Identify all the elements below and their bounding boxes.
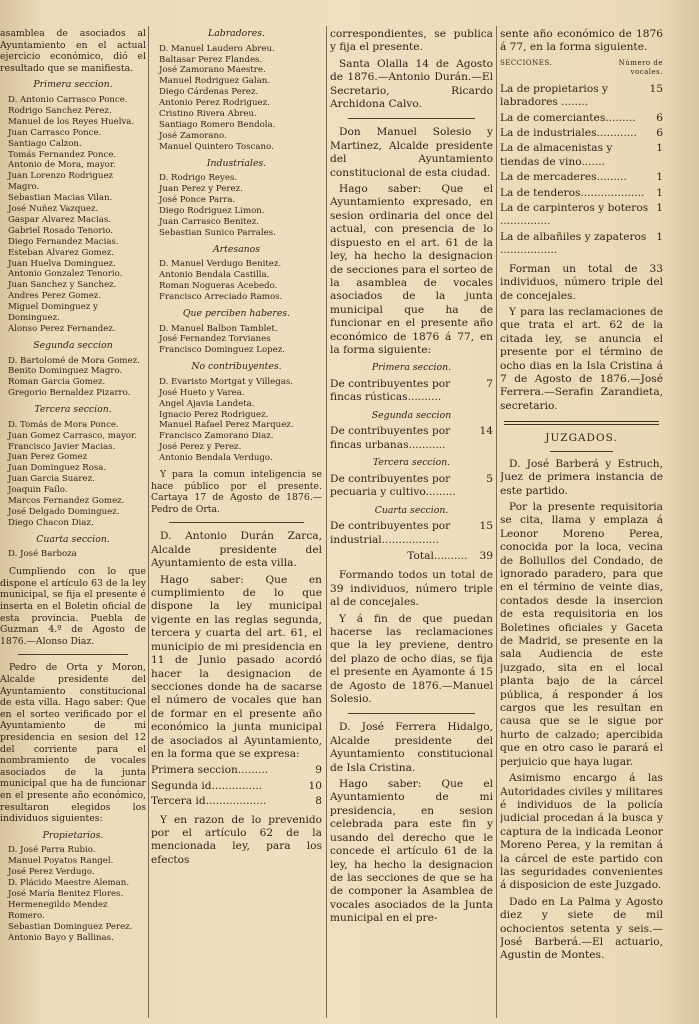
- person-name: D. Evaristo Mortgat y Villegas.: [159, 376, 294, 387]
- person-name: D. Rodrigo Reyes.: [159, 173, 238, 184]
- person-name: Roman Garcia Gomez.: [8, 377, 106, 388]
- person-name: Diego Chacon Diaz.: [8, 517, 94, 528]
- row-value: 1: [656, 171, 663, 184]
- column-4: [500, 28, 663, 1016]
- separator-rule: [550, 451, 613, 452]
- row-label: La de carpinteros y boteros ...............: [500, 202, 649, 228]
- section-heading: Tercera seccion.: [372, 457, 451, 469]
- barbera-heading: D. José Barberá y Estruch, Juez de primera instancia de este partido.: [500, 457, 663, 497]
- person-name: Tomás Fernandez Ponce.: [8, 149, 117, 160]
- person-name: Juan Lorenzo Rodriguez Magro.: [8, 171, 114, 193]
- section-heading: Industriales.: [206, 157, 267, 169]
- person-name: Juan Carrasco Ponce.: [8, 127, 102, 138]
- person-name: Angel Ajavia Landeta.: [159, 398, 255, 409]
- seccion-row: [500, 202, 663, 229]
- person-name: Andres Perez Gomez.: [8, 291, 102, 302]
- person-name: D. José Parra Rubio.: [8, 845, 96, 856]
- name-list: [151, 377, 322, 464]
- section-heading: Artesanos: [212, 243, 261, 255]
- seccion-row: De contribuyentes por fincas urbanas........... 14: [330, 425, 493, 451]
- asimismo-paragraph: Asimismo encargo á las Autoridades civiles y militares é individuos de la policía judicial procedan á la busca y captura de la indicada Leonor Moreno Perea, y la remitan á la cárcel de este partido con las seguridades convenientes á disposicion de este Juzgado.: [500, 772, 663, 892]
- row-label: Primera seccion.........: [151, 764, 269, 777]
- row-value: 1: [656, 202, 663, 215]
- person-name: Miguel Dominguez y Dominguez.: [8, 302, 98, 324]
- section-heading: Tercera seccion.: [34, 404, 112, 416]
- formando-paragraph: Formando todos un total de 39 individuos, número triple al de concejales.: [330, 569, 493, 609]
- person-name: Sebastian Macias Vilan.: [8, 193, 113, 204]
- person-name: Manuel Quintero Toscano.: [159, 141, 274, 152]
- person-name: Manuel Poyatos Rangel.: [8, 856, 114, 867]
- name-list: [0, 549, 146, 560]
- row-label: La de mercaderes.........: [500, 171, 627, 184]
- person-name: Juan Carrasco Benitez.: [159, 216, 260, 227]
- person-name: D. Antonio Carrasco Ponce.: [8, 94, 128, 105]
- solesio-body: Hago saber: Que el Ayuntamiento expresado, en sesion ordinaria del once del actual, con presencia de lo dispuesto en el art. 61 de la ley, ha hecho la designacion de secciones para el sorteo de la asamblea de vocales asociados de la junta municipal que ha de funcionar en el presente año económico de 1876 á 77, en la forma siguiente:: [330, 183, 493, 356]
- row-label: La de almacenistas y tiendas de vino.......: [500, 142, 613, 168]
- section-heading: Cuarta seccion.: [36, 533, 110, 545]
- person-name: Francisco Dominguez Lopez.: [159, 345, 286, 356]
- person-name: Juan Garcia Suarez.: [8, 474, 95, 485]
- section-heading: Segunda seccion: [371, 409, 452, 421]
- person-name: José Zamorano.: [159, 130, 227, 141]
- dado-paragraph: Dado en La Palma y Agosto diez y siete de mil ochocientos setenta y seis.—José Barberá.—El actuario, Agustin de Montes.: [500, 895, 663, 962]
- person-name: D. Manuel Balbon Tamblet.: [159, 323, 278, 334]
- seccion-row: [500, 112, 663, 125]
- person-name: Antonio de Mora, mayor.: [8, 160, 116, 171]
- row-value: 15: [649, 82, 663, 95]
- seccion-row: [500, 171, 663, 184]
- formando-paragraph: Forman un total de 33 individuos, número triple del de concejales.: [500, 262, 663, 302]
- col4-top-paragraph: sente año económico de 1876 á 77, en la forma siguiente.: [500, 28, 663, 54]
- name-list: [0, 95, 146, 335]
- section-heading: Labradores.: [208, 28, 265, 39]
- separator-rule: [348, 118, 475, 119]
- row-label: Segunda id...............: [151, 779, 263, 792]
- table-header: [500, 59, 663, 77]
- separator-rule: [169, 522, 304, 523]
- row-value: 1: [656, 142, 663, 155]
- person-name: Antonio Bayo y Ballinas.: [8, 932, 114, 943]
- seccion-table: [151, 764, 322, 808]
- person-name: Antonio Bendala Castilla.: [159, 270, 270, 281]
- ferrera-body: Hago saber: Que el Ayuntamiento de mi presidencia, en sesion celebrada para este fin y usando del derecho que le concede el artículo 61 de la ley, ha hecho la designacion de las secciones de que se ha de componer la Asamblea de vocales asociados de la Junta municipal en el pre-: [330, 778, 493, 925]
- name-list: [0, 356, 146, 400]
- person-name: Sebastian Sunico Parrales.: [159, 227, 276, 238]
- seccion-row: De contribuyentes por pecuaria y cultivo......... 5: [330, 472, 493, 499]
- column-1: [0, 28, 146, 1016]
- ferrera-heading: D. José Ferrera Hidalgo, Alcalde presidente del Ayuntamiento constitucional de Isla Cristina.: [330, 721, 493, 774]
- person-name: Juan Perez Gomez: [8, 452, 88, 463]
- person-name: Juan Gomez Carrasco, mayor.: [8, 430, 137, 441]
- person-name: Rodrigo Sanchez Perez.: [8, 105, 112, 116]
- section-heading: Primera seccion.: [33, 79, 113, 91]
- person-name: Hermenegildo Mendez Romero.: [8, 899, 108, 921]
- separator-rule: [18, 654, 128, 655]
- person-name: Cristino Rivera Abreu.: [159, 109, 257, 120]
- name-list: [151, 44, 322, 153]
- column-divider: [496, 26, 497, 1018]
- row-value: 6: [656, 127, 663, 140]
- person-name: José Perez y Perez.: [159, 442, 242, 453]
- person-name: José Nuñez Vazquez.: [8, 204, 99, 215]
- name-list: [151, 173, 322, 238]
- seccion-table: [500, 83, 663, 258]
- section-heading: Segunda seccion: [33, 339, 113, 351]
- column-divider: [148, 26, 149, 1018]
- person-name: Francisco Zamorano Diaz.: [159, 431, 274, 442]
- seccion-row: [500, 83, 663, 110]
- signature-paragraph: Santa Olalla 14 de Agosto de 1876.—Antonio Durán.—El Secretario, Ricardo Archidona Calvo.: [330, 57, 493, 111]
- person-name: José Ponce Parra.: [159, 195, 236, 206]
- seccion-row: [151, 780, 322, 793]
- row-label: La de tenderos...................: [500, 186, 645, 199]
- name-list: [151, 259, 322, 303]
- name-list: [151, 324, 322, 357]
- person-name: Diego Fernandez Macias.: [8, 236, 119, 247]
- total-row: Total.......... 39: [407, 549, 493, 562]
- pedro-paragraph: Pedro de Orta y Moron, Alcalde presidente del Ayuntamiento constitucional de esta villa. Hago saber: Que en el sorteo verificado por el Ayuntamiento de mi presidencia en sesion del 12 del corriente para el nombramiento de vocales asociados de la junta municipal que ha de funcionar en el presente año económico, resultaron elegidos los individuos siguientes:: [0, 662, 146, 825]
- row-value: 9: [315, 764, 322, 777]
- requisitoria-paragraph: Por la presente requisitoria se cita, llama y emplaza á Leonor Moreno Perea, conocida por la loca, vecina de Bollullos del Condado, de ignorado paradero, para que en el término de veinte dias, contados desde la insercion de esta requisitoria en los Boletines oficiales y Gaceta de Madrid, se presente en la sala Audiencia de este juzgado, sita en el local planta bajo de la cárcel pública, á responder á los cargos que les resultan en causa que se le sigue por hurto de calzado; apercibida que en otro caso le parará el perjuicio que haya lugar.: [500, 500, 663, 768]
- person-name: Manuel Rafael Perez Marquez.: [159, 420, 294, 431]
- seccion-row: [500, 127, 663, 140]
- person-name: D. Manuel Verdugo Benitez.: [159, 259, 282, 270]
- person-name: D. Manuel Laudero Abreu.: [159, 43, 275, 54]
- row-label: La de albañiles y zapateros .................: [500, 230, 647, 257]
- duran-body: Hago saber: Que en cumplimiento de lo que dispone la ley municipal vigente en las reglas segunda, tercera y cuarta del art. 61, el municipio de mi presidencia en 11 de Junio pasado acordó hacer la designacion de secciones donde ha de sacarse el número de vocales que han de formar en el presente año económico la junta municipal de asociados al Ayuntamiento, en la forma que se expresa:: [151, 573, 322, 760]
- person-name: Gregorio Bernaldez Pizarro.: [8, 388, 131, 399]
- person-name: Manuel de los Reyes Huelva.: [8, 116, 135, 127]
- person-name: Manuel Rodriguez Galan.: [159, 76, 271, 87]
- solesio-heading: Don Manuel Solesio y Martinez, Alcalde presidente del Ayuntamiento constitucional de esta ciudad.: [330, 126, 493, 179]
- person-name: Esteban Alvarez Gomez.: [8, 247, 115, 258]
- person-name: José Hueto y Varea.: [159, 387, 245, 398]
- person-name: Baltasar Perez Flandes.: [159, 54, 263, 65]
- seccion-row: [151, 764, 322, 777]
- header-secciones: SECCIONES.: [500, 58, 553, 67]
- person-name: Antonio Bendala Verdugo.: [159, 453, 273, 464]
- column-divider: [326, 26, 327, 1018]
- person-name: Diego Rodriguez Limon.: [159, 205, 265, 216]
- closing-paragraph: Y para la comun inteligencia se hace público por el presente. Cartaya 17 de Agosto de 1876.—Pedro de Orta.: [151, 469, 322, 515]
- seccion-row: [500, 231, 663, 258]
- row-label: La de propietarios y labradores ........: [500, 82, 608, 109]
- person-name: Juan Sanchez y Sanchez.: [8, 280, 117, 291]
- fin-paragraph: Y á fin de que puedan hacerse las reclamaciones que la ley previene, dentro del plazo de ocho dias, se fija el presente en Ayamonte á 15 de Agosto de 1876.—Manuel Solesio.: [330, 612, 493, 706]
- person-name: José Delgado Dominguez.: [8, 506, 120, 517]
- person-name: José María Benitez Flores.: [8, 888, 124, 899]
- name-list: [0, 420, 146, 529]
- person-name: Juan Huelva Dominguez.: [8, 258, 116, 269]
- row-value: 1: [656, 230, 663, 243]
- seccion-row: [500, 142, 663, 169]
- person-name: Sebastian Dominguez Perez.: [8, 921, 133, 932]
- section-heading: Que perciben haberes.: [182, 307, 291, 319]
- person-name: Santiago Calzon.: [8, 138, 82, 149]
- person-name: D. Plácido Maestre Aleman.: [8, 878, 130, 889]
- person-name: D. José Barboza: [8, 549, 77, 560]
- section-heading: No contribuyentes.: [191, 361, 282, 373]
- person-name: Gaspar Alvarez Macias.: [8, 214, 111, 225]
- person-name: D. Tomás de Mora Ponce.: [8, 419, 119, 430]
- person-name: Juan Perez y Perez.: [159, 184, 243, 195]
- row-value: 6: [656, 111, 663, 124]
- name-list: [0, 845, 146, 943]
- seccion-row: [500, 187, 663, 200]
- row-label: La de comerciantes.........: [500, 111, 636, 124]
- person-name: Antonio Perez Rodriguez.: [159, 98, 270, 109]
- row-value: 1: [656, 186, 663, 199]
- person-name: Joaquin Faílo.: [8, 485, 68, 496]
- header-vocales: Número de vocales.: [618, 58, 663, 76]
- column-2: [151, 28, 322, 1016]
- duran-heading: D. Antonio Durán Zarca, Alcalde presidente del Ayuntamiento de esta villa.: [151, 530, 322, 570]
- seccion-row: De contribuyentes por industrial................. 15: [330, 520, 493, 546]
- reclamaciones-paragraph: Y para las reclamaciones de que trata el art. 62 de la citada ley, se anuncia el presente por el término de ocho dias en la Isla Cristina á 7 de Agosto de 1876.—José Ferrera.—Serafin Zarandieta, secretario.: [500, 305, 663, 412]
- row-label: La de industriales............: [500, 127, 637, 140]
- seccion-row: De contribuyentes por fincas rústicas.......... 7: [330, 377, 493, 404]
- intro-paragraph: asamblea de asociados al Ayuntamiento en el actual ejercicio económico, dió el resultado que se manifiesta.: [0, 28, 146, 74]
- section-heading: Propietarios.: [42, 829, 104, 841]
- person-name: Marcos Fernandez Gomez.: [8, 496, 125, 507]
- person-name: D. Bartolomé de Mora Gomez.: [8, 355, 140, 366]
- juzgados-heading: JUZGADOS.: [545, 432, 618, 445]
- person-name: José Zamorano Maestre.: [159, 65, 266, 76]
- col3-top-paragraph: correspondientes, se publica y fija el presente.: [330, 28, 493, 54]
- person-name: Ignacio Perez Rodriguez.: [159, 409, 269, 420]
- person-name: Benito Dominguez Magro.: [8, 366, 123, 377]
- person-name: Francisco Javier Macias.: [8, 441, 116, 452]
- person-name: José Perez Verdugo.: [8, 867, 95, 878]
- seccion-row: [151, 795, 322, 808]
- row-label: Tercera id..................: [151, 795, 267, 808]
- person-name: Diego Cárdenas Perez.: [159, 87, 259, 98]
- column-3: [330, 28, 493, 1016]
- notice-paragraph: Cumpliendo con lo que dispone el artículo 63 de la ley municipal, se fija el presente é inserta en el Boletin oficial de esta provincia. Puebla de Guzman 4.º de Agosto de 1876.—Alonso Diaz.: [0, 566, 146, 647]
- double-rule: [504, 421, 659, 425]
- person-name: Juan Dominguez Rosa.: [8, 463, 107, 474]
- duran-tail: Y en razon de lo prevenido por el artículo 62 de la mencionada ley, para los efectos: [151, 813, 322, 866]
- row-value: 10: [308, 779, 322, 792]
- row-value: 8: [315, 795, 322, 808]
- person-name: Francisco Arreciado Ramos.: [159, 292, 283, 302]
- person-name: José Fernandez Torvianes: [159, 334, 271, 345]
- person-name: Gabriel Rosado Tenorio.: [8, 225, 113, 236]
- section-heading: Cuarta seccion.: [374, 504, 449, 516]
- person-name: Santiago Romero Bendola.: [159, 119, 276, 130]
- section-heading: Primera seccion.: [371, 362, 452, 374]
- person-name: Antonio Gonzalez Tenorio.: [8, 269, 123, 280]
- person-name: Roman Nogueras Acebedo.: [159, 281, 278, 292]
- separator-rule: [348, 713, 475, 714]
- person-name: Alonso Perez Fernandez.: [8, 324, 116, 334]
